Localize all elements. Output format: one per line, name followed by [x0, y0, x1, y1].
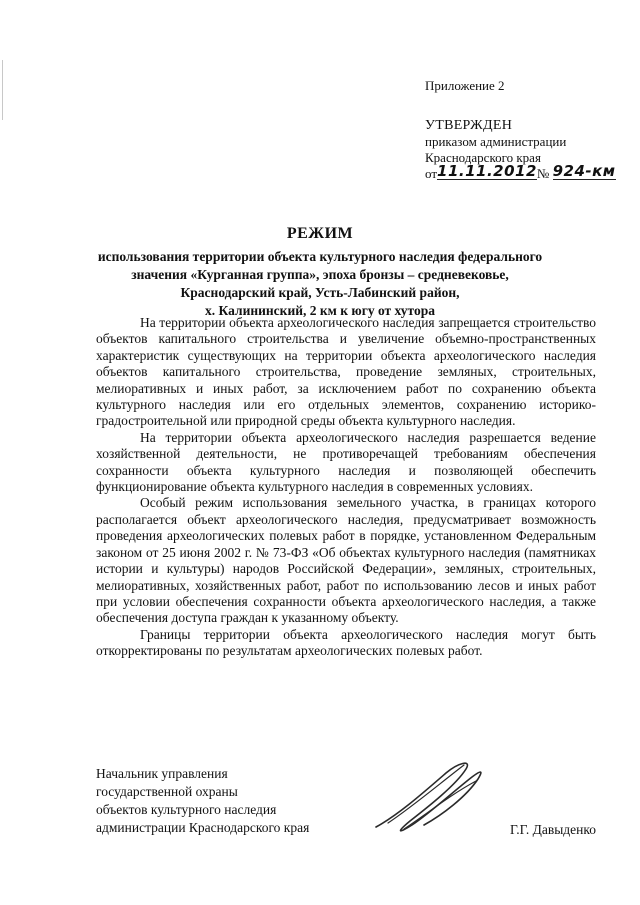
document-subtitle-line: использования территории объекта культурного наследия федерального: [97, 249, 543, 264]
document-subtitle-line: х. Калининский, 2 км к югу от хутора: [205, 303, 435, 318]
signatory-position-line: Начальник управления: [96, 766, 228, 781]
body-paragraph: Особый режим использования земельного участка, в границах которого располагается объект археологического наследия, предусматривает возможность проведения археологических полевых работ в порядке, установленном Федеральным законом от 25 июня 2002 г. № 73-ФЗ «Об объектах культурного наследия (памятниках истории и культуры) народов Российской Федерации», земляных, строительных, мелиоративных, хозяйственных работ, работ по использованию лесов и иных работ при условии обеспечения сохранности объекта археологического наследия, а также обеспечения доступа граждан к указанному объекту.: [96, 495, 596, 626]
order-reference: [425, 162, 630, 186]
signatory-name: Г.Г. Давыденко: [509, 822, 596, 837]
scan-edge-mark: [2, 60, 3, 120]
signatory-position-line: государственной охраны: [96, 784, 238, 799]
approval-stamp-block: [425, 78, 630, 186]
document-subtitle-line: Краснодарский край, Усть-Лабинский район,: [180, 285, 460, 300]
document-body: [96, 315, 596, 660]
document-title: РЕЖИМ: [286, 225, 354, 242]
order-number-sign: №: [536, 166, 550, 181]
signature-block: [96, 765, 596, 845]
document-title-block: [60, 225, 580, 320]
handwritten-signature-icon: [368, 755, 488, 840]
signatory-position-line: объектов культурного наследия: [96, 802, 277, 817]
signatory-position-line: администрации Краснодарского края: [96, 820, 310, 835]
body-paragraph: На территории объекта археологического наследия запрещается строительство объектов капитального строительства и увеличение объемно-пространственных характеристик существующих на территории объекта археологического наследия объектов капитального строительства, проведение земляных, строительных, мелиоративных и иных работ, за исключением работ по сохранению объекта культурного наследия или его отдельных элементов, сохранению историко-градостроительной или природной среды объекта культурного наследия.: [96, 315, 596, 429]
order-date: 11.11.2012: [437, 162, 537, 180]
order-number: 924-км: [552, 162, 616, 180]
body-paragraph: Границы территории объекта археологического наследия могут быть откорректированы по результатам археологических полевых работ.: [96, 626, 596, 659]
appendix-label: Приложение 2: [425, 78, 505, 93]
approved-heading: УТВЕРЖДЕН: [425, 118, 513, 133]
body-paragraph: На территории объекта археологического наследия разрешается ведение хозяйственной деятельности, не противоречащей требованиям обеспечения сохранности объекта культурного наследия и позволяющей обеспечить функционирование объекта культурного наследия в современных условиях.: [96, 429, 596, 495]
order-prefix: от: [425, 166, 438, 181]
approval-authority: Краснодарского края: [425, 150, 541, 165]
approval-order-by: приказом администрации: [425, 134, 567, 149]
document-subtitle-line: значения «Курганная группа», эпоха бронзы – средневековье,: [131, 267, 509, 282]
